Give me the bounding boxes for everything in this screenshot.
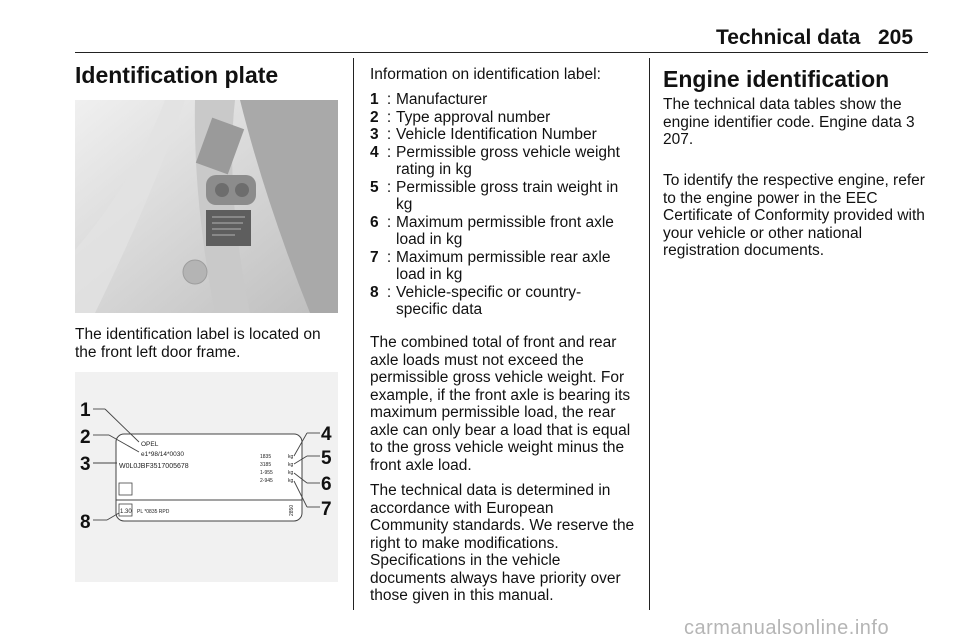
callout-number: 3 — [80, 454, 91, 475]
engine-id-paragraph-2: To identify the respective engine, refer to the engine power in the EEC Certificate of Conformity provided with your vehicle or other national registration documents. — [663, 172, 925, 259]
plate-approval: e1*98/14*0030 — [141, 451, 185, 458]
watermark: carmanualsonline.info — [684, 617, 890, 639]
plate-unit: kg — [288, 454, 294, 460]
label-info-intro: Information on identification label: — [370, 66, 601, 83]
column-divider — [353, 58, 354, 610]
list-item — [370, 109, 632, 127]
legend-text: Vehicle-specific or country-specific data — [396, 283, 582, 318]
legend-separator: : — [386, 213, 392, 231]
legend-text: Permissible gross train weight in kg — [396, 178, 619, 213]
plate-weight: 1-955 — [260, 470, 273, 476]
column-divider — [649, 58, 650, 610]
callout-number: 2 — [80, 427, 91, 448]
legend-number: 2 — [370, 108, 379, 126]
list-item — [370, 284, 632, 319]
plate-weight: 3185 — [260, 462, 272, 468]
legend-text: Permissible gross vehicle weight rating in kg — [396, 143, 620, 178]
legend-text: Manufacturer — [396, 91, 488, 108]
plate-vin: W0L0JBF3517005678 — [119, 463, 189, 470]
axle-load-paragraph: The combined total of front and rear axle loads must not exceed the permissible gross vehicle weight. For example, if the front axle is bearing its maximum permissible load, the rear axle can only bear a load that is equal to the gross vehicle weight minus the front axle load. — [370, 334, 631, 474]
engine-id-paragraph-1 — [663, 96, 928, 149]
running-header-title: Technical data — [716, 26, 861, 49]
legend-separator: : — [386, 248, 392, 266]
plate-code: 1.30 — [120, 509, 132, 515]
list-item — [370, 179, 632, 214]
callout-number: 4 — [321, 424, 332, 445]
section-heading-engine-identification: Engine identification — [663, 66, 890, 92]
list-item — [370, 126, 632, 144]
label-diagram-svg — [75, 372, 338, 582]
legend-number: 6 — [370, 213, 379, 231]
callout-number: 8 — [80, 512, 91, 533]
list-item — [370, 91, 632, 109]
legend-text: Maximum permissible rear axle load in kg — [396, 248, 611, 283]
legend-separator: : — [386, 283, 392, 301]
callout-number: 1 — [80, 400, 91, 421]
engine-id-text: The technical data tables show the engine identifier code. Engine data — [663, 96, 902, 131]
legend-text: Maximum permissible front axle load in kg — [396, 213, 614, 248]
callout-number: 5 — [321, 448, 332, 469]
legend-text: Type approval number — [396, 108, 551, 126]
legend-separator: : — [386, 178, 392, 196]
technical-data-paragraph: The technical data is determined in accordance with European Community standards. We reserve the right to make modifications. Specifications in the vehicle documents always have priority over those given in this manual. — [370, 482, 635, 604]
legend-separator: : — [386, 108, 392, 126]
door-frame-photo — [75, 100, 338, 313]
legend-number: 8 — [370, 283, 379, 301]
section-heading-identification-plate: Identification plate — [75, 62, 279, 88]
plate-unit: kg — [288, 470, 294, 476]
plate-maker: OPEL — [141, 441, 159, 448]
legend-number: 1 — [370, 91, 379, 108]
plate-side-code: 2850 — [289, 504, 295, 516]
label-legend-list — [370, 91, 632, 319]
legend-number: 3 — [370, 126, 379, 143]
door-frame-illustration — [75, 100, 338, 313]
callout-number: 7 — [321, 499, 332, 520]
identification-label-caption: The identification label is located on the front left door frame. — [75, 326, 321, 361]
list-item — [370, 249, 632, 284]
plate-weight: 1835 — [260, 454, 272, 460]
plate-paint-code: PL *0835 RPD — [137, 509, 170, 515]
page-number: 205 — [878, 26, 914, 49]
list-item — [370, 144, 632, 179]
identification-label-diagram — [75, 372, 338, 582]
list-item — [370, 214, 632, 249]
legend-number: 4 — [370, 143, 379, 161]
plate-unit: kg — [288, 478, 294, 484]
legend-number: 7 — [370, 248, 379, 266]
plate-weight: 2-945 — [260, 478, 273, 484]
legend-number: 5 — [370, 178, 379, 196]
legend-separator: : — [386, 143, 392, 161]
legend-text: Vehicle Identification Number — [396, 126, 597, 143]
page-reference-link[interactable]: 3 207. — [663, 113, 915, 148]
callout-number: 6 — [321, 474, 332, 495]
header-rule — [75, 52, 928, 53]
plate-unit: kg — [288, 462, 294, 468]
legend-separator: : — [386, 126, 392, 143]
legend-separator: : — [386, 91, 392, 108]
